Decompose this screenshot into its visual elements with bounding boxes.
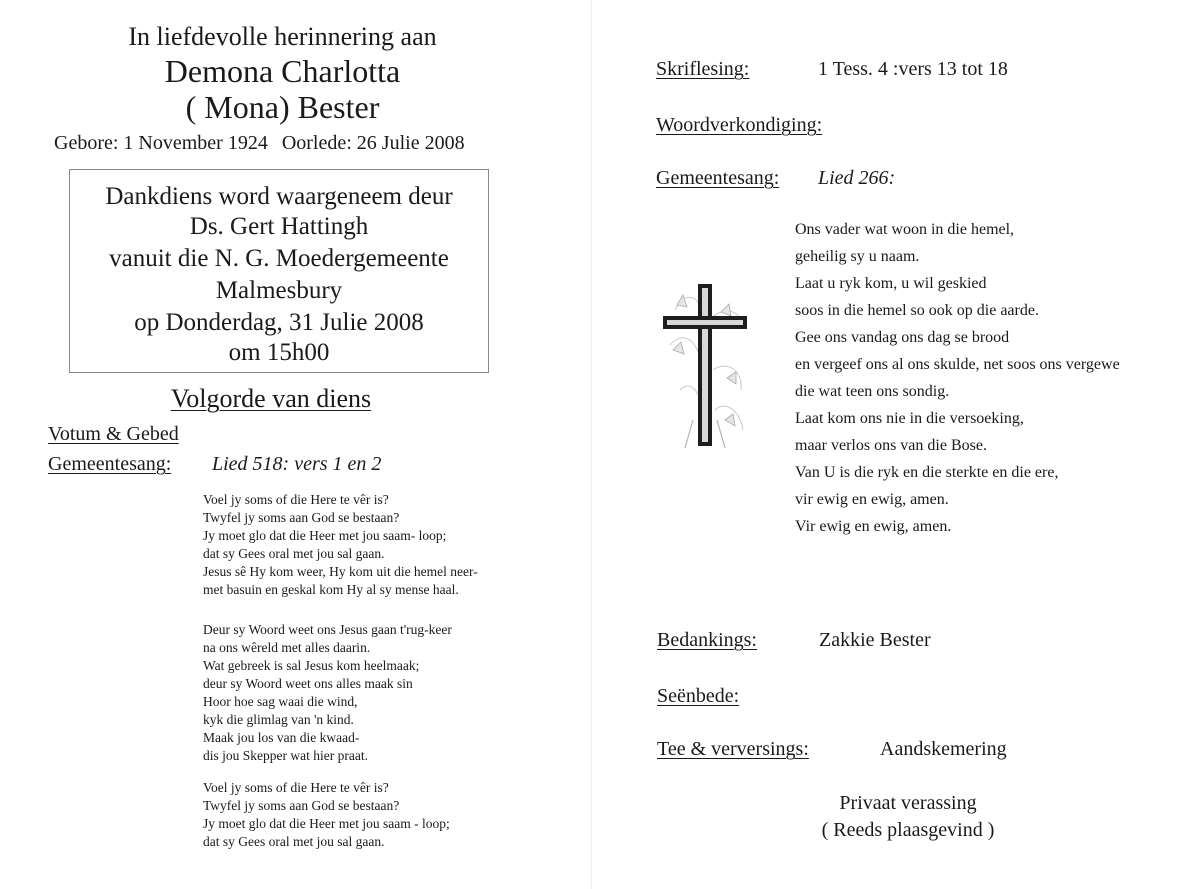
hymn-line: Maak jou los van die kwaad- (203, 730, 360, 745)
service-notice-box (69, 169, 489, 373)
cremation-note: ( Reeds plaasgevind ) (821, 819, 995, 841)
prayer-line: die wat teen ons sondig. (795, 383, 950, 400)
prayer-line: vir ewig en ewig, amen. (795, 491, 949, 508)
thanks-name: Zakkie Bester (819, 629, 931, 651)
dates-line (54, 132, 465, 155)
hymn-line: Voel jy soms of die Here te vêr is? (203, 492, 389, 507)
hymn2-reference: Lied 266: (818, 167, 896, 189)
hymn-line: dat sy Gees oral met jou sal gaan. (203, 546, 385, 561)
deceased-name: Demona Charlotta (164, 53, 401, 89)
hymn-line: Deur sy Woord weet ons Jesus gaan t'rug-keer (203, 622, 452, 637)
hymn-line: na ons wêreld met alles daarin. (203, 640, 371, 655)
hymn-line: Twyfel jy soms aan God se bestaan? (203, 798, 400, 813)
prayer-line: Vir ewig en ewig, amen. (795, 518, 952, 535)
hymn-line: Jy moet glo dat die Heer met jou saam - loop; (203, 816, 450, 831)
cross-with-lilies-icon (655, 270, 755, 450)
hymn-line: dat sy Gees oral met jou sal gaan. (203, 834, 385, 849)
hymn-line: dis jou Skepper wat hier praat. (203, 748, 368, 763)
hymn-line: met basuin en geskal kom Hy al sy mense haal. (203, 582, 459, 597)
hymn-line: Twyfel jy soms aan God se bestaan? (203, 510, 400, 525)
service-notice-line: op Donderdag, 31 Julie 2008 (134, 309, 424, 336)
deceased-nickname: ( Mona) Bester (185, 89, 380, 125)
hymn-line: Jy moet glo dat die Heer met jou saam- loop; (203, 528, 447, 543)
hymn1-verse-2 (203, 621, 452, 765)
prayer-line: Laat u ryk kom, u wil geskied (795, 275, 987, 292)
prayer-line: maar verlos ons van die Bose. (795, 437, 987, 454)
hymn1-verse-1 (203, 491, 478, 599)
cremation-line: Privaat verassing (839, 792, 977, 814)
order-of-service-title: Volgorde van diens (170, 384, 372, 413)
sermon-label: Woordverkondiging: (656, 114, 823, 136)
service-notice-line: Ds. Gert Hattingh (189, 213, 369, 240)
blessing-label: Seënbede: (657, 685, 740, 707)
votum-label: Votum & Gebed (48, 423, 179, 445)
left-page (0, 0, 590, 889)
death-date: Oorlede: 26 Julie 2008 (281, 132, 465, 154)
thanks-label: Bedankings: (657, 629, 757, 651)
prayer-line: Laat kom ons nie in die versoeking, (795, 410, 1024, 427)
service-notice-line: Dankdiens word waargeneem deur (105, 183, 453, 210)
birth-date: Gebore: 1 November 1924 (54, 132, 268, 154)
prayer-line: Ons vader wat woon in die hemel, (795, 221, 1015, 238)
refreshments-venue: Aandskemering (880, 738, 1007, 760)
hymn1-verse-3 (203, 779, 450, 851)
hymn-line: kyk die glimlag van 'n kind. (203, 712, 354, 727)
prayer-line: Van U is die ryk en die sterkte en die ere, (795, 464, 1059, 481)
hymn1-label: Gemeentesang: (48, 453, 172, 475)
hymn-line: Jesus sê Hy kom weer, Hy kom uit die hemel neer- (203, 564, 478, 579)
hymn-line: Hoor hoe sag waai die wind, (203, 694, 358, 709)
hymn2-lyrics (795, 216, 1120, 540)
service-notice-line: vanuit die N. G. Moedergemeente (109, 245, 449, 272)
hymn-line: Voel jy soms of die Here te vêr is? (203, 780, 389, 795)
prayer-line: Gee ons vandag ons dag se brood (795, 329, 1010, 346)
prayer-line: en vergeef ons al ons skulde, net soos ons vergewe (795, 356, 1120, 373)
hymn-line: deur sy Woord weet ons alles maak sin (203, 676, 413, 691)
refreshments-label: Tee & verversings: (657, 738, 809, 760)
hymn1-reference: Lied 518: vers 1 en 2 (212, 453, 382, 475)
reading-label: Skriflesing: (656, 58, 750, 80)
prayer-line: geheilig sy u naam. (795, 248, 920, 265)
memorial-heading: In liefdevolle herinnering aan (128, 22, 437, 51)
service-notice-line: Malmesbury (215, 277, 343, 304)
reading-reference: 1 Tess. 4 :vers 13 tot 18 (818, 58, 1008, 80)
hymn2-label: Gemeentesang: (656, 167, 780, 189)
hymn-line: Wat gebreek is sal Jesus kom heelmaak; (203, 658, 420, 673)
prayer-line: soos in die hemel so ook op die aarde. (795, 302, 1039, 319)
service-notice-line: om 15h00 (228, 339, 330, 366)
